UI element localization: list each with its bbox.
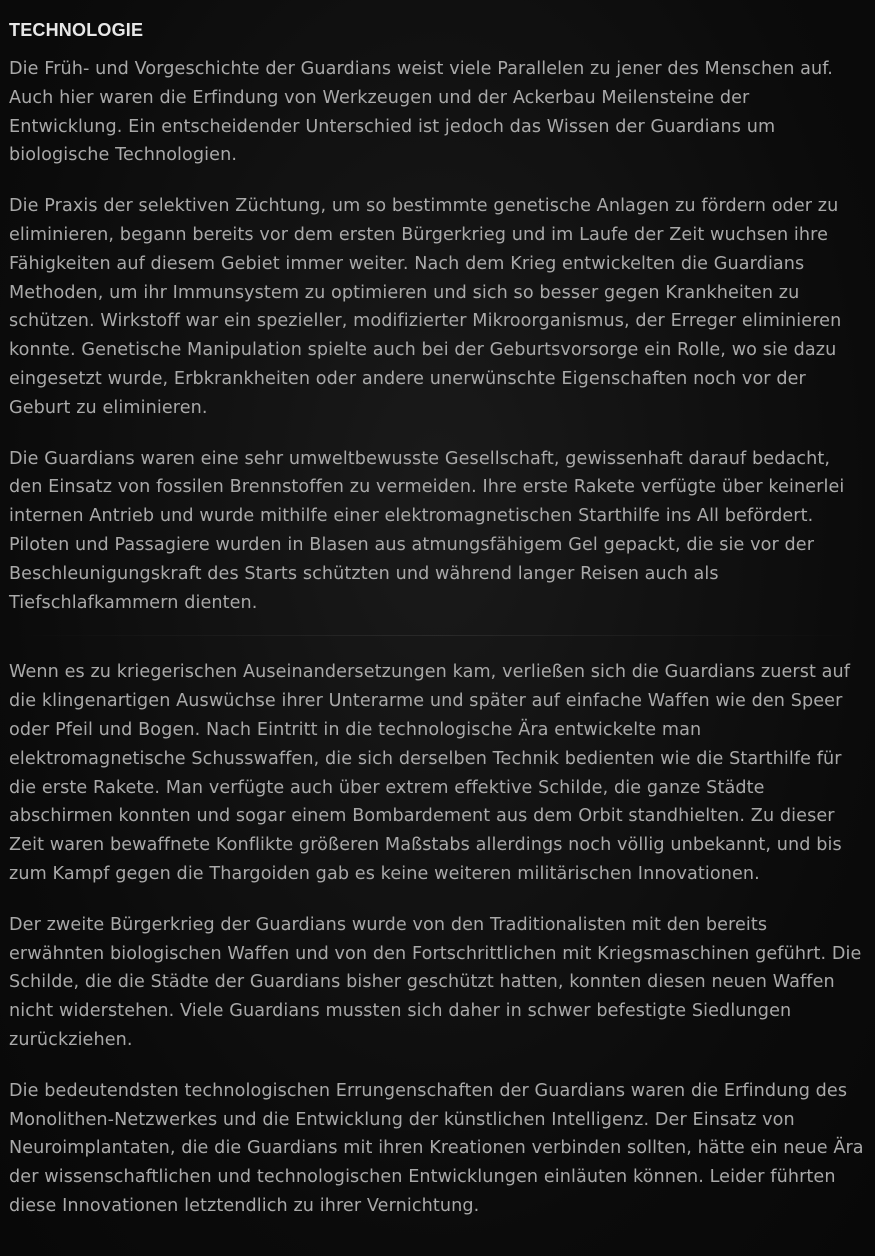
paragraph-prehistory: Die Früh- und Vorgeschichte der Guardians weist viele Parallelen zu jener des Menschen auf. Auch hier waren die Erfindung von Werkzeugen und der Ackerbau Meilensteine der Entwicklung. Ein entscheidender Unterschied ist jedoch das Wissen der Guardians um biologische Technologien. <box>9 59 834 166</box>
paragraph-civil-war: Der zweite Bürgerkrieg der Guardians wurde von den Traditionalisten mit den bereits erwähnten biologischen Waffen und von den Fortschrittlichen mit Kriegsmaschinen geführt. Die Schilde, die die Städte der Guardians bisher geschützt hatten, konnten diesen neuen Waffen nicht widerstehen. Viele Guardians mussten sich daher in schwer befestigte Siedlungen zurückziehen. <box>9 914 862 1050</box>
paragraph-selective-breeding: Die Praxis der selektiven Züchtung, um so bestimmte genetische Anlagen zu fördern oder zu eliminieren, begann bereits vor dem ersten Bürgerkrieg und im Laufe der Zeit wuchsen ihre Fähigkeiten auf diesem Gebiet immer weiter. Nach dem Krieg entwickelten die Guardians Methoden, um ihr Immunsystem zu optimieren und sich so besser gegen Krankheiten zu schützen. Wirkstoff war ein spezieller, modifizierter Mikroorganismus, der Erreger eliminieren konnte. Genetische Manipulation spielte auch bei der Geburtsvorsorge ein Rolle, wo sie dazu eingesetzt wurde, Erbkrankheiten oder andere unerwünschte Eigenschaften noch vor der Geburt zu eliminieren. <box>9 196 842 418</box>
paragraph-achievements: Die bedeutendsten technologischen Errungenschaften der Guardians waren die Erfindung des Monolithen-Netzwerkes und die Entwicklung der künstlichen Intelligenz. Der Einsatz von Neuroimplantaten, die die Guardians mit ihren Kreationen verbinden sollten, hätte ein neue Ära der wissenschaftlichen und technologischen Entwicklungen einläuten können. Leider führten diese Innovationen letztendlich zu ihrer Vernichtung. <box>9 1080 864 1216</box>
paragraph-environment-rocket: Die Guardians waren eine sehr umweltbewusste Gesellschaft, gewissenhaft darauf bedacht, den Einsatz von fossilen Brennstoffen zu vermeiden. Ihre erste Rakete verfügte über keinerlei internen Antrieb und wurde mithilfe einer elektromagnetischen Starthilfe ins All befördert. Piloten und Passagiere wurden in Blasen aus atmungsfähigem Gel gepackt, die sie vor der Beschleunigungskraft des Starts schützten und während langer Reisen auch als Tiefschlafkammern dienten. <box>9 448 845 613</box>
section-divider <box>9 635 866 636</box>
section-title: TECHNOLOGIE <box>9 20 144 40</box>
paragraph-warfare: Wenn es zu kriegerischen Auseinandersetzungen kam, verließen sich die Guardians zuerst auf die klingenartigen Auswüchse ihrer Unterarme und später auf einfache Waffen wie den Speer oder Pfeil und Bogen. Nach Eintritt in die technologische Ära entwickelte man elektromagnetische Schusswaffen, die sich derselben Technik bedienten wie die Starthilfe für die erste Rakete. Man verfügte auch über extrem effektive Schilde, die ganze Städte abschirmen konnten und sogar einem Bombardement aus dem Orbit standhielten. Zu dieser Zeit waren bewaffnete Konflikte größeren Maßstabs allerdings noch völlig unbekannt, und bis zum Kampf gegen die Thargoiden gab es keine weiteren militärischen Innovationen. <box>9 662 851 884</box>
